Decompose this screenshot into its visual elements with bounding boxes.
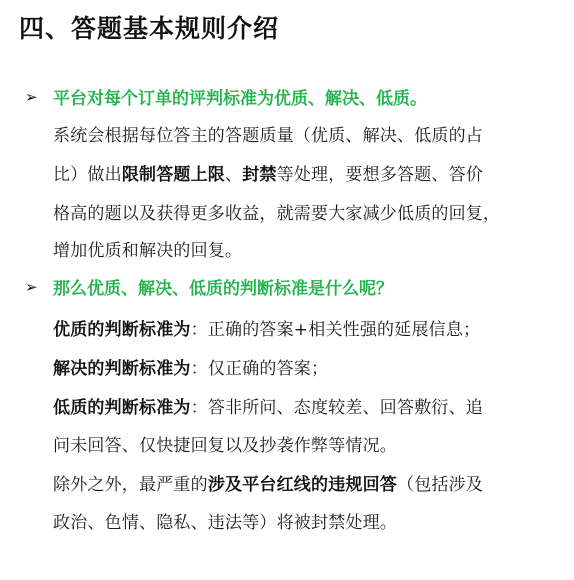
criteria-good bbox=[53, 315, 480, 340]
section1-heading bbox=[25, 84, 427, 109]
section2-heading-text: 那么优质、解决、低质的判断标准是什么呢？ bbox=[53, 279, 393, 299]
good-label: 优质的判断标准为 bbox=[53, 320, 191, 340]
p1-bold-limit: 限制答题上限 bbox=[121, 165, 226, 185]
p1-bold-ban: 封禁 bbox=[242, 165, 277, 185]
extra-text-a: 除外之外，最严重的 bbox=[53, 475, 208, 495]
paragraph1-line1: 系统会根据每位答主的答题质量（优质、解决、低质的占 bbox=[53, 126, 483, 146]
solved-text: ：仅正确的答案； bbox=[190, 359, 329, 379]
paragraph1-line4: 增加优质和解决的回复。 bbox=[53, 241, 243, 261]
low-text: ：答非所问、态度较差、回答敷衍、追 bbox=[190, 398, 484, 418]
extra-bold-redline: 涉及平台红线的违规回答 bbox=[207, 475, 398, 495]
criteria-low-line2: 问未回答、仅快捷回复以及抄袭作弊等情况。 bbox=[53, 436, 397, 456]
paragraph1-line3: 格高的题以及获得更多收益，就需要大家减少低质的回复， bbox=[53, 204, 501, 224]
p1-text-c: 、 bbox=[225, 165, 243, 185]
arrowhead-bullet-icon: ➢ bbox=[25, 277, 38, 296]
criteria-low bbox=[53, 393, 483, 418]
low-label: 低质的判断标准为 bbox=[53, 398, 191, 418]
extra-text-c: （包括涉及 bbox=[397, 475, 484, 495]
p1-text-e: 等处理，要想多答题、答价 bbox=[276, 165, 484, 185]
arrowhead-bullet-icon: ➢ bbox=[25, 87, 38, 106]
page-title: 四、答题基本规则介绍 bbox=[19, 14, 280, 43]
section1-heading-text: 平台对每个订单的评判标准为优质、解决、低质。 bbox=[53, 89, 427, 109]
section2-heading bbox=[25, 274, 393, 299]
extra-line2: 政治、色情、隐私、违法等）将被封禁处理。 bbox=[53, 513, 397, 533]
criteria-solved bbox=[53, 354, 328, 379]
p1-text-a: 比）做出 bbox=[53, 165, 122, 185]
paragraph1-line2 bbox=[53, 160, 483, 185]
extra-line1 bbox=[53, 470, 483, 495]
solved-label: 解决的判断标准为 bbox=[53, 359, 191, 379]
good-text: ：正确的答案+相关性强的延展信息； bbox=[190, 320, 481, 340]
